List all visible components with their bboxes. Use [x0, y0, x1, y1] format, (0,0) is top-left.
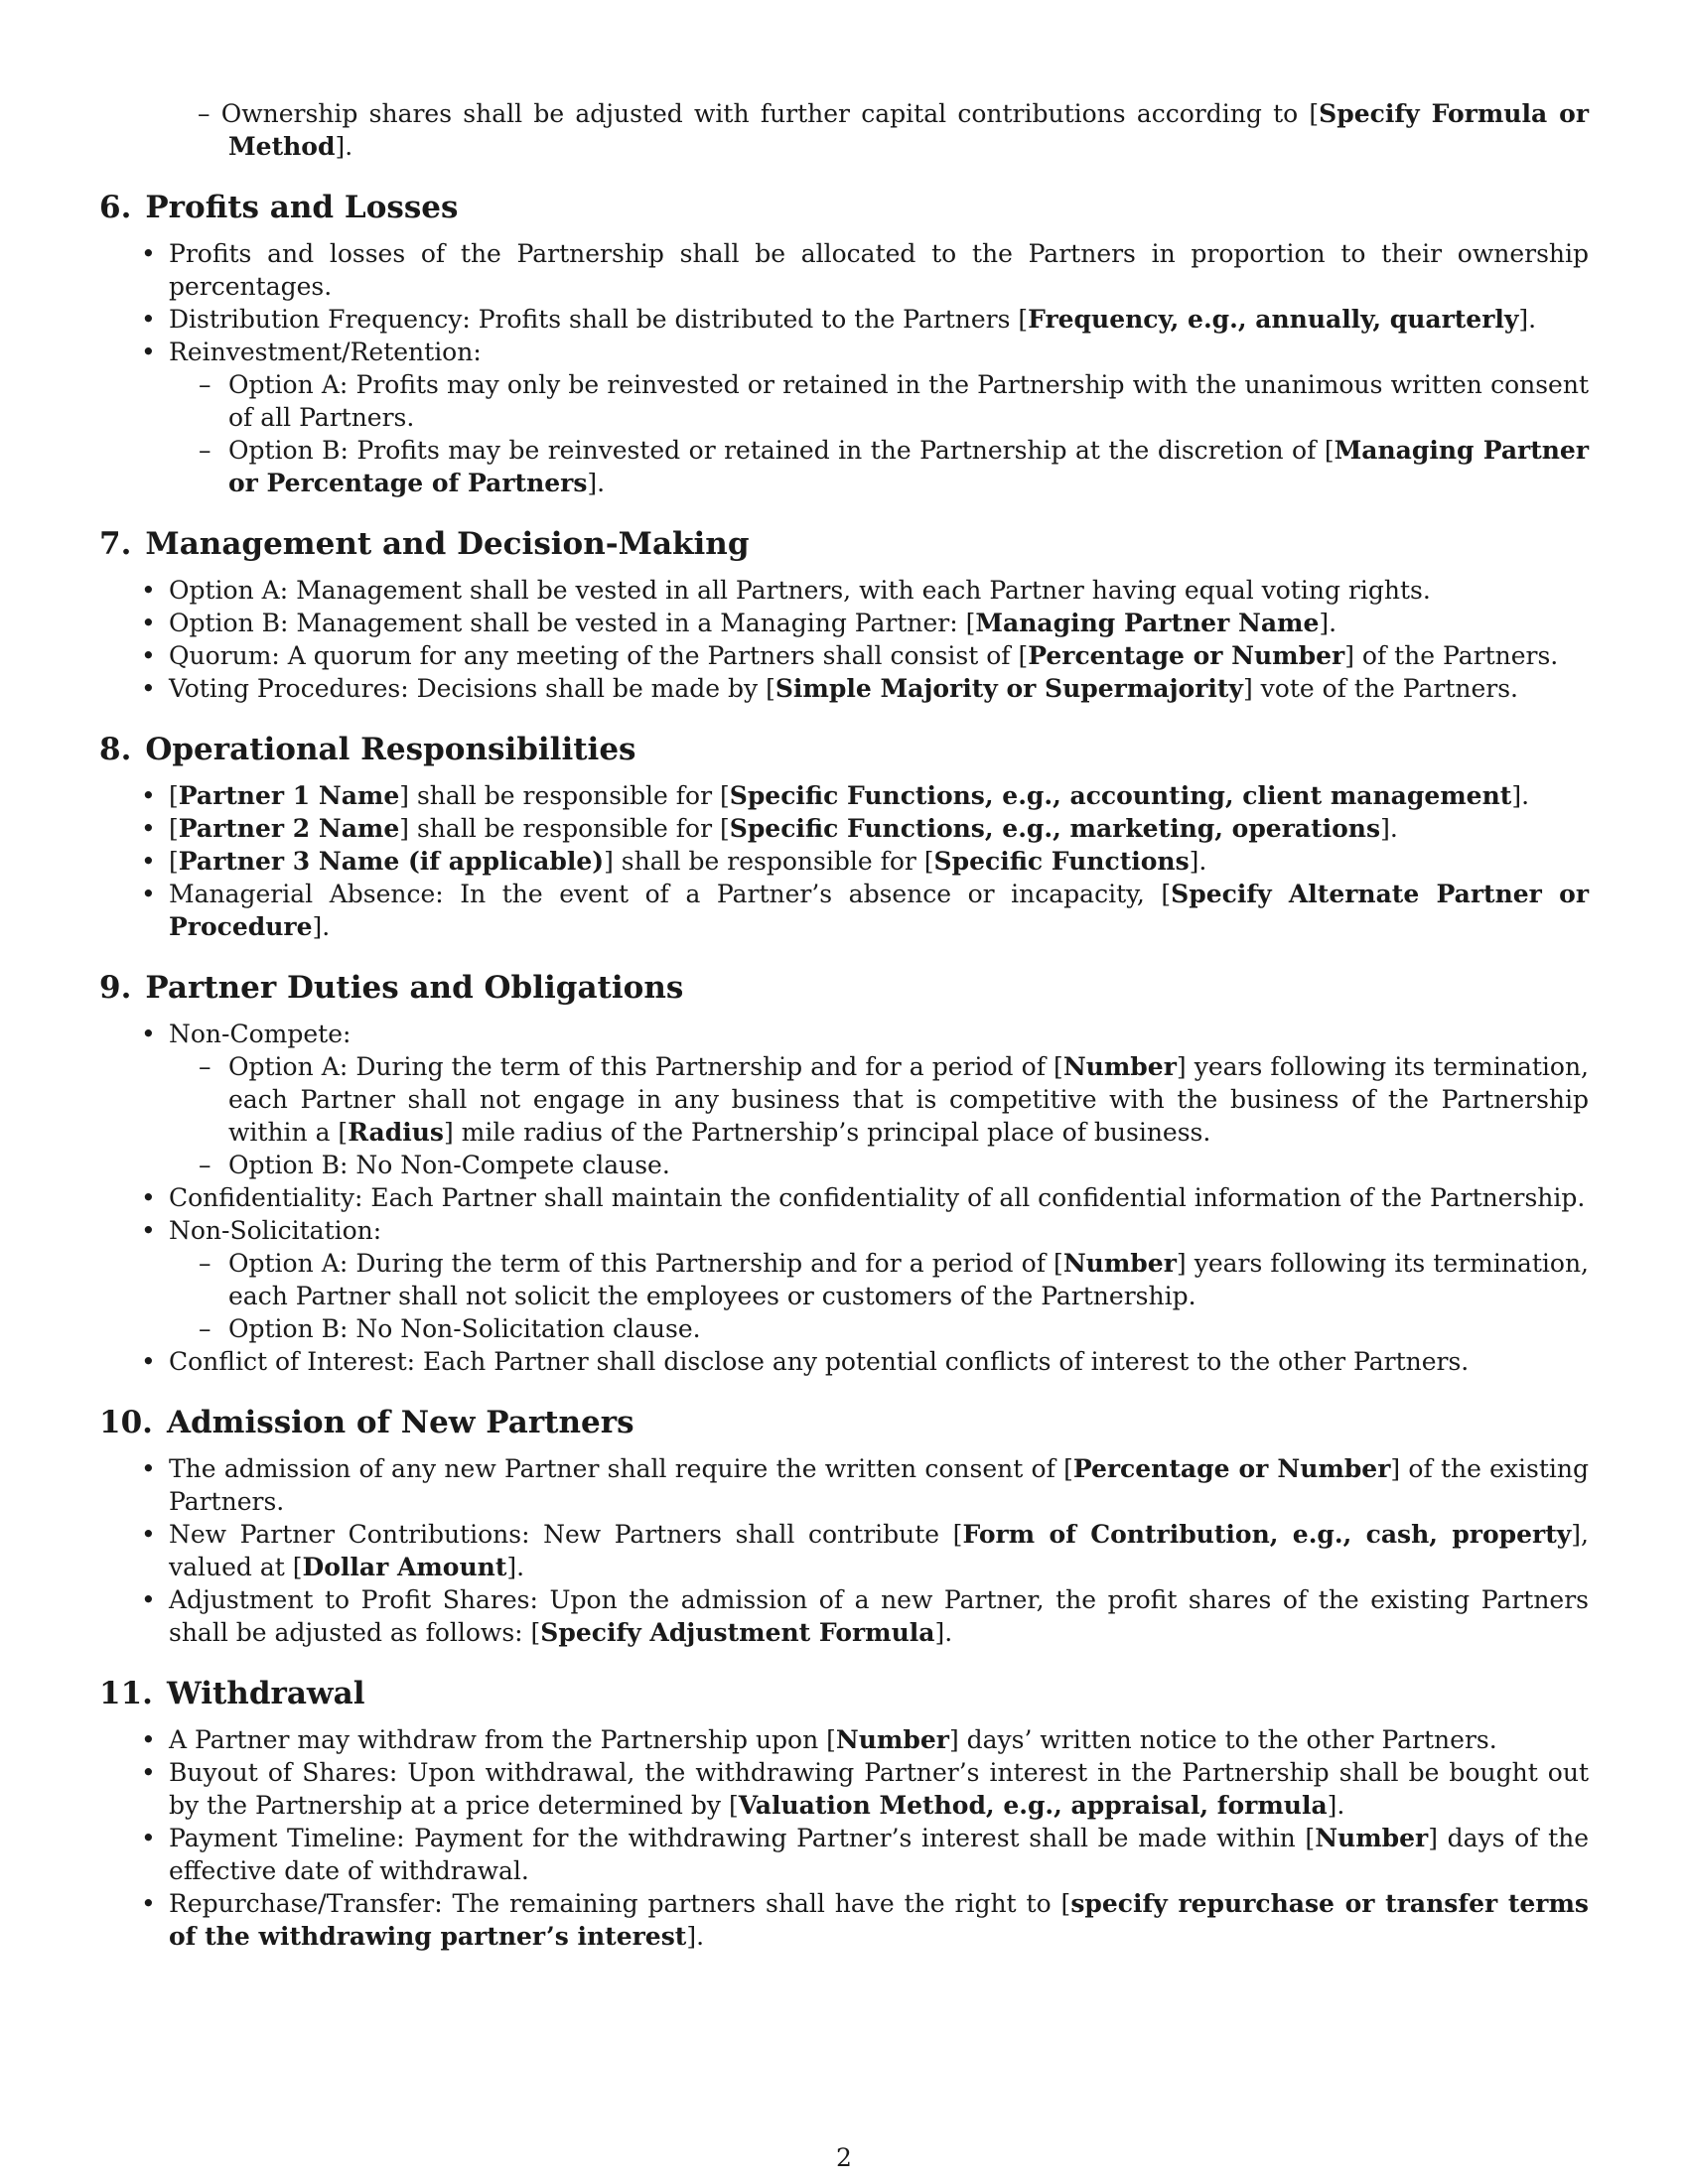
text: Payment Timeline: Payment for the withdrawing Partner’s interest shall be made within [ — [169, 1824, 1316, 1852]
text: Non-Compete: — [169, 1020, 352, 1048]
list-item — [99, 672, 1589, 705]
text: ]. — [506, 1553, 525, 1581]
placeholder: Specify Adjustment Formula — [540, 1618, 935, 1647]
section-title: Admission of New Partners — [166, 1405, 634, 1440]
section-number: 6. — [99, 190, 132, 225]
text: Option B: Profits may be reinvested or retained in the Partnership at the discretion of [ — [228, 436, 1335, 465]
placeholder: Number — [1062, 1249, 1177, 1278]
section-heading — [99, 1403, 1589, 1442]
placeholder: Managing Partner Name — [975, 609, 1320, 637]
list-item — [99, 812, 1589, 845]
section-heading — [99, 968, 1589, 1008]
text: Confidentiality: Each Partner shall maintain the confidentiality of all confidential information of the Partnership. — [169, 1183, 1586, 1212]
placeholder: Specify Formula or Method — [228, 99, 1589, 161]
text: Option A: Management shall be vested in all Partners, with each Partner having equal voting rights. — [169, 576, 1431, 605]
list-item — [99, 336, 1589, 368]
section-9 — [99, 968, 1589, 1378]
item-list — [99, 779, 1589, 943]
section-title: Operational Responsibilities — [145, 732, 636, 767]
placeholder: Number — [835, 1725, 949, 1754]
section-number: 9. — [99, 970, 132, 1006]
placeholder: Radius — [348, 1118, 444, 1147]
section-10 — [99, 1403, 1589, 1649]
text: Profits and losses of the Partnership shall be allocated to the Partners in proportion to their ownership percentages. — [169, 239, 1589, 301]
list-item — [99, 1756, 1589, 1822]
placeholder: Partner 2 Name — [178, 814, 400, 843]
placeholder: Partner 1 Name — [178, 781, 400, 810]
text: ] years following its termination, each Partner shall not solicit the employees or customers of the Partnership. — [228, 1249, 1589, 1310]
placeholder: Specific Functions, e.g., marketing, operations — [729, 814, 1381, 843]
text: Managerial Absence: In the event of a Partner’s absence or incapacity, [ — [169, 880, 1172, 908]
text: ] shall be responsible for [ — [399, 781, 730, 810]
text: Ownership shares shall be adjusted with further capital contributions according to [ — [220, 99, 1320, 128]
placeholder: Specific Functions — [933, 847, 1190, 876]
text: ]. — [934, 1618, 953, 1647]
item-list — [99, 1723, 1589, 1953]
text: ]. — [1511, 781, 1530, 810]
text: New Partner Contributions: New Partners shall contribute [ — [169, 1520, 963, 1549]
placeholder: Valuation Method, e.g., appraisal, formula — [738, 1791, 1328, 1820]
list-item — [99, 607, 1589, 639]
item-list — [99, 1452, 1589, 1649]
placeholder: Specify Alternate Partner or Procedure — [169, 880, 1589, 941]
text: ] shall be responsible for [ — [604, 847, 934, 876]
list-subitem — [99, 1247, 1589, 1312]
text: ] of the Partners. — [1344, 641, 1559, 670]
text: A Partner may withdraw from the Partnership upon [ — [169, 1725, 836, 1754]
text: Reinvestment/Retention: — [169, 338, 482, 366]
section-title: Management and Decision-Making — [145, 526, 750, 562]
section-7 — [99, 524, 1589, 705]
text: ] years following its termination, each Partner shall not engage in any business that is competitive with the business of the Partnership within a [ — [228, 1052, 1589, 1147]
list-subitem — [99, 1312, 1589, 1345]
placeholder: Partner 3 Name (if applicable) — [178, 847, 605, 876]
section-title: Profits and Losses — [145, 190, 459, 225]
text: Voting Procedures: Decisions shall be made by [ — [169, 674, 775, 703]
continued-subitem: – Ownership shares shall be adjusted with further capital contributions according to [Specify Formula or Method]. — [198, 99, 1589, 161]
text: ] shall be responsible for [ — [399, 814, 730, 843]
list-item — [99, 1018, 1589, 1050]
section-number: 11. — [99, 1676, 153, 1711]
text: Repurchase/Transfer: The remaining partners shall have the right to [ — [169, 1889, 1071, 1918]
text: Option B: No Non-Compete clause. — [228, 1151, 670, 1179]
text: Quorum: A quorum for any meeting of the Partners shall consist of [ — [169, 641, 1029, 670]
list-item — [99, 1345, 1589, 1378]
placeholder: Frequency, e.g., annually, quarterly — [1028, 305, 1519, 334]
section-6 — [99, 188, 1589, 499]
text: Buyout of Shares: Upon withdrawal, the withdrawing Partner’s interest in the Partnership shall be bought out by the Partnership at a price determined by [ — [169, 1758, 1589, 1820]
text: ]. — [1380, 814, 1398, 843]
section-heading — [99, 730, 1589, 769]
text: ] of the existing Partners. — [169, 1454, 1590, 1516]
text: ]. — [335, 132, 353, 161]
placeholder: Form of Contribution, e.g., cash, property — [962, 1520, 1572, 1549]
section-title: Partner Duties and Obligations — [145, 970, 684, 1006]
text: ]. — [686, 1922, 705, 1951]
text: ]. — [587, 469, 606, 497]
text: Adjustment to Profit Shares: Upon the admission of a new Partner, the profit shares of the existing Partners shall be adjusted as follows: [ — [169, 1585, 1589, 1647]
list-item — [99, 303, 1589, 336]
section-heading — [99, 524, 1589, 564]
list-subitem — [99, 368, 1589, 434]
section-number: 8. — [99, 732, 132, 767]
placeholder: Number — [1315, 1824, 1429, 1852]
item-list — [99, 574, 1589, 705]
placeholder: Simple Majority or Supermajority — [774, 674, 1243, 703]
text: Distribution Frequency: Profits shall be distributed to the Partners [ — [169, 305, 1029, 334]
text: The admission of any new Partner shall require the written consent of [ — [169, 1454, 1073, 1483]
list-item — [99, 639, 1589, 672]
placeholder: Number — [1062, 1052, 1177, 1081]
section-number: 7. — [99, 526, 132, 562]
list-item — [99, 1452, 1589, 1518]
text: ]. — [1518, 305, 1537, 334]
list-item — [99, 1181, 1589, 1214]
list-item — [99, 1214, 1589, 1247]
text: ]. — [1319, 609, 1337, 637]
section-heading — [99, 1674, 1589, 1713]
placeholder: Specific Functions, e.g., accounting, client management — [729, 781, 1512, 810]
text: Conflict of Interest: Each Partner shall disclose any potential conflicts of interest to the other Partners. — [169, 1347, 1470, 1376]
section-8 — [99, 730, 1589, 943]
section-title: Withdrawal — [166, 1676, 365, 1711]
text: ], valued at [ — [169, 1520, 1589, 1581]
list-subitem — [99, 1149, 1589, 1181]
text: ] days of the effective date of withdrawal. — [169, 1824, 1590, 1885]
section-number: 10. — [99, 1405, 153, 1440]
text: Option B: Management shall be vested in a Managing Partner: [ — [169, 609, 976, 637]
item-list — [99, 1018, 1589, 1378]
text: ]. — [1327, 1791, 1345, 1820]
text: [ — [169, 847, 179, 876]
item-list — [99, 237, 1589, 499]
list-item — [99, 845, 1589, 878]
text: ] days’ written notice to the other Partners. — [948, 1725, 1497, 1754]
placeholder: Percentage or Number — [1028, 641, 1345, 670]
text: Option B: No Non-Solicitation clause. — [228, 1314, 701, 1343]
list-item — [99, 1583, 1589, 1649]
text: ] vote of the Partners. — [1242, 674, 1518, 703]
list-item — [99, 779, 1589, 812]
placeholder: Managing Partner or Percentage of Partners — [228, 436, 1589, 497]
text: Non-Solicitation: — [169, 1216, 382, 1245]
list-item — [99, 1887, 1589, 1953]
text: [ — [169, 814, 179, 843]
list-item — [99, 878, 1589, 943]
document-page — [99, 97, 1589, 1953]
text: Option A: During the term of this Partnership and for a period of [ — [228, 1249, 1063, 1278]
placeholder: Dollar Amount — [302, 1553, 507, 1581]
list-subitem — [99, 1050, 1589, 1149]
section-11 — [99, 1674, 1589, 1953]
list-item — [99, 237, 1589, 303]
page-number: 2 — [836, 2143, 852, 2172]
section-heading — [99, 188, 1589, 227]
list-subitem — [99, 434, 1589, 499]
text: ]. — [312, 912, 331, 941]
list-item — [99, 1723, 1589, 1756]
placeholder: Percentage or Number — [1072, 1454, 1391, 1483]
text: Option A: Profits may only be reinvested or retained in the Partnership with the unanimous written consent of all Partners. — [228, 370, 1589, 432]
text: ]. — [1189, 847, 1207, 876]
list-item — [99, 1518, 1589, 1583]
list-item — [99, 1822, 1589, 1887]
text: [ — [169, 781, 179, 810]
placeholder: specify repurchase or transfer terms of the withdrawing partner’s interest — [169, 1889, 1589, 1951]
text: ] mile radius of the Partnership’s principal place of business. — [443, 1118, 1211, 1147]
list-item — [99, 574, 1589, 607]
text: Option A: During the term of this Partnership and for a period of [ — [228, 1052, 1063, 1081]
